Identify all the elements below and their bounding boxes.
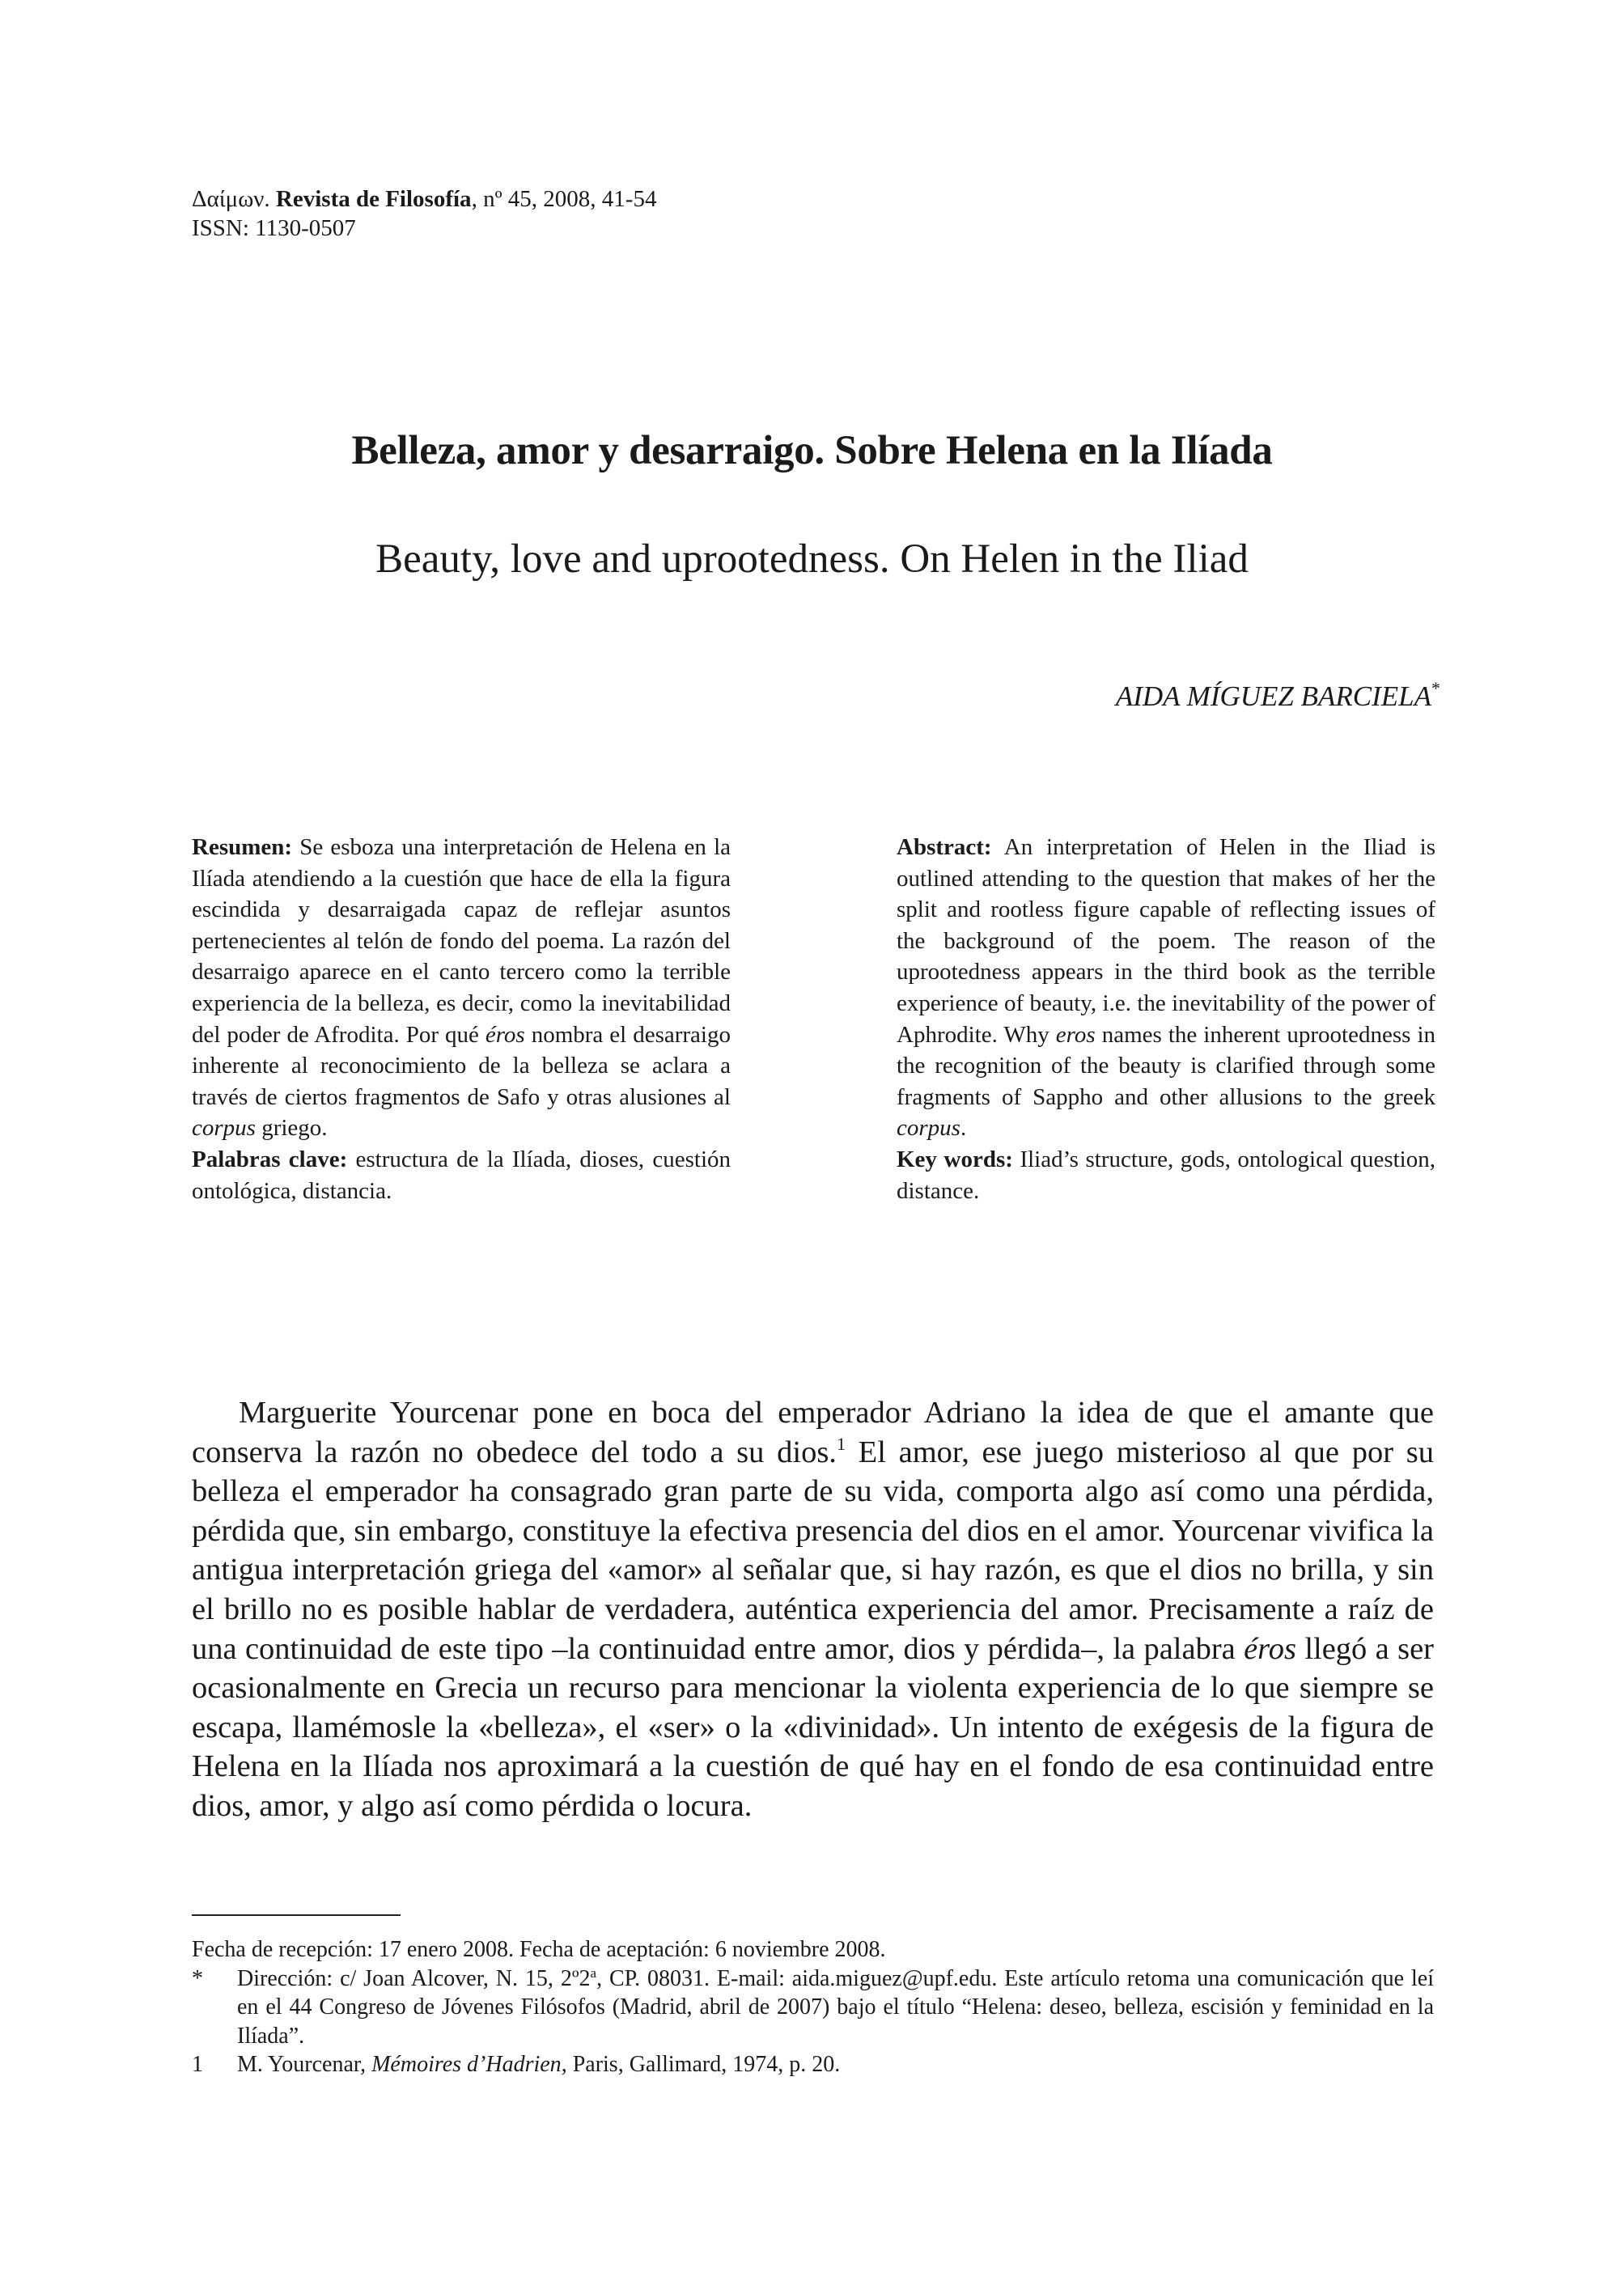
issn: ISSN: 1130-0507 bbox=[192, 215, 356, 241]
footnote-author-text bbox=[237, 1965, 1434, 2051]
article-title: Belleza, amor y desarraigo. Sobre Helena en la Ilíada bbox=[351, 428, 1273, 473]
resumen-text: griego. bbox=[255, 1115, 328, 1142]
palabras-clave-label: Palabras clave: bbox=[192, 1146, 348, 1172]
footnote-separator bbox=[192, 1914, 401, 1916]
footnote-1 bbox=[192, 2050, 1434, 2079]
abstract-text: . bbox=[960, 1115, 967, 1142]
body-text-run: El amor, ese juego misterioso al que por su belleza el emperador ha consagrado gran parte de su vida, comporta algo así como una pérdida, pérdida que, sin embargo, constituye la efectiva presencia del dios en el amor. Yourcenar vivifica la antigua interpretación griega del «amor» al señalar que, si hay razón, es que el dios no brilla, y sin el brillo no es posible hablar de verdadera, auténtica experiencia del amor. Precisamente a raíz de una continuidad de este tipo –la continuidad entre amor, dios y pérdida–, la palabra bbox=[192, 1435, 1434, 1666]
body-italic-eros: éros bbox=[1244, 1631, 1296, 1666]
abstract-text: names the inherent uprootedness in the recognition of the beauty is clarified through some fragments of Sappho and other allusions to the greek bbox=[897, 1021, 1435, 1110]
abstract-paragraph bbox=[897, 832, 1435, 1144]
journal-header bbox=[192, 184, 656, 243]
body-text bbox=[192, 1393, 1434, 1826]
journal-citation bbox=[192, 184, 656, 214]
journal-greek-name: Δαίμων. bbox=[192, 186, 270, 212]
resumen-paragraph bbox=[192, 832, 731, 1144]
footnote-superscript: a bbox=[590, 1965, 597, 1981]
author-footnote-mark: * bbox=[1431, 678, 1440, 698]
footnote-reference-1[interactable]: 1 bbox=[836, 1433, 846, 1454]
author-name bbox=[1116, 678, 1440, 713]
footnote-mark-1: 1 bbox=[192, 2052, 203, 2077]
footnote-1-text bbox=[237, 2050, 1434, 2079]
key-words-label: Key words: bbox=[897, 1146, 1013, 1172]
author-text: AIDA MÍGUEZ BARCIELA bbox=[1115, 680, 1431, 712]
abstract-label: Abstract: bbox=[897, 834, 992, 860]
body-text-run: llegó a ser ocasionalmente en Grecia un recurso para mencionar la violenta experiencia de lo que siempre se escapa, llamémosle la «belleza», el «ser» o la «divinidad». Un intento de exégesis de la figura de Helena en la Ilíada nos aproximará a la cuestión de qué hay en el fondo de esa continuidad entre dios, amor, y algo así como pérdida o locura. bbox=[192, 1631, 1434, 1823]
resumen-italic-eros: éros bbox=[485, 1021, 525, 1048]
resumen-text: nombra el desarraigo inherente al reconocimiento de la belleza se aclara a través de ciertos fragmentos de Safo y otras alusiones al bbox=[192, 1021, 731, 1110]
article-title-english: Beauty, love and uprootedness. On Helen in the Iliad bbox=[375, 536, 1249, 582]
abstract-spanish bbox=[192, 832, 731, 1206]
journal-name: Revista de Filosofía bbox=[275, 186, 472, 212]
abstract-english bbox=[897, 832, 1435, 1206]
abstract-italic-eros: eros bbox=[1055, 1021, 1096, 1048]
body-paragraph bbox=[192, 1393, 1434, 1826]
resumen-italic-corpus: corpus bbox=[192, 1115, 256, 1142]
footnote-author bbox=[192, 1965, 1434, 2051]
body-text-run: Marguerite Yourcenar pone en boca del emperador Adriano la idea de que el amante que conserva la razón no obedece del todo a su dios. bbox=[192, 1396, 1434, 1469]
footnote-text-run: , Paris, Gallimard, 1974, p. 20. bbox=[561, 2052, 841, 2077]
palabras-clave-paragraph bbox=[192, 1144, 731, 1206]
footnote-text-run: M. Yourcenar, bbox=[237, 2052, 372, 2077]
resumen-text: Se esboza una interpretación de Helena en la Ilíada atendiendo a la cuestión que hace de ella la figura escindida y desarraigada capaz de reflejar asuntos pertenecientes al telón de fondo del poema. La razón del desarraigo aparece en el canto tercero como la terrible experiencia de la belleza, es decir, como la inevitabilidad del poder de Afrodita. Por qué bbox=[192, 834, 731, 1048]
key-words-text: Iliad’s structure, gods, ontological question, distance. bbox=[897, 1146, 1435, 1204]
footnote-book-title: Mémoires d’Hadrien bbox=[371, 2052, 562, 2077]
key-words-paragraph bbox=[897, 1144, 1435, 1206]
footnote-text-run: Dirección: c/ Joan Alcover, N. 15, 2º2 bbox=[237, 1965, 591, 1991]
resumen-label: Resumen: bbox=[192, 834, 293, 860]
palabras-clave-text: estructura de la Ilíada, dioses, cuestión ontológica, distancia. bbox=[192, 1146, 731, 1204]
footnote-mark-star: * bbox=[192, 1965, 203, 1991]
abstract-italic-corpus: corpus bbox=[897, 1115, 960, 1142]
footnote-text-run: , CP. 08031. E-mail: aida.miguez@upf.edu. Este artículo retoma una comunicación que leí en el 44 Congreso de Jóvenes Filósofos (Madrid, abril de 2007) bajo el título “Helena: deseo, belleza, escisión y feminidad en la Ilíada”. bbox=[237, 1965, 1434, 2049]
abstract-text: An interpretation of Helen in the Iliad is outlined attending to the question that makes of her the split and rootless figure capable of reflecting issues of the background of the poem. The reason of the uprootedness appears in the third book as the terrible experience of beauty, i.e. the inevitability of the power of Aphrodite. Why bbox=[897, 834, 1435, 1048]
issue-info: , nº 45, 2008, 41-54 bbox=[471, 186, 657, 212]
footnotes bbox=[192, 1935, 1434, 2079]
reception-dates: Fecha de recepción: 17 enero 2008. Fecha de aceptación: 6 noviembre 2008. bbox=[192, 1937, 886, 1962]
